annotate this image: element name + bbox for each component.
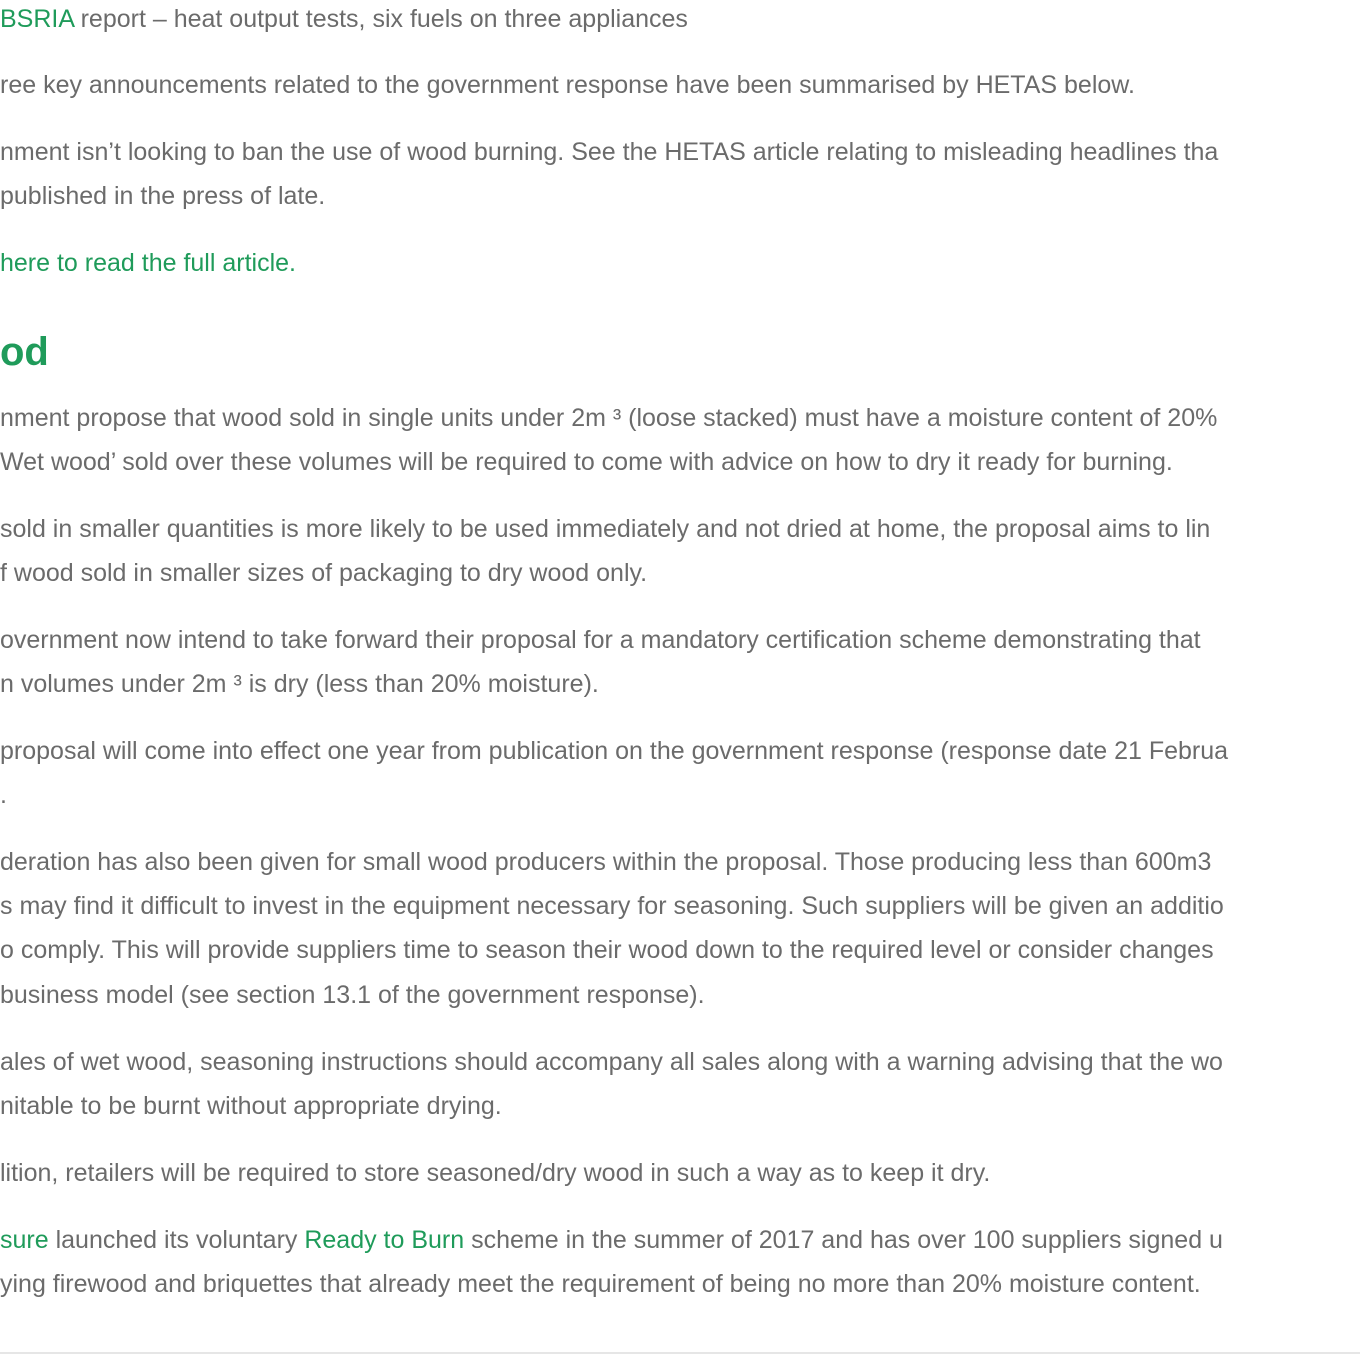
effect-date-line-2: .	[0, 781, 7, 809]
bsria-report-text: report – heat output tests, six fuels on three appliances	[73, 5, 688, 33]
ready-to-burn-text-2: scheme in the summer of 2017 and has over 100 suppliers signed u	[464, 1226, 1223, 1254]
small-producers-line-4: business model (see section 13.1 of the government response).	[0, 981, 705, 1009]
bsria-report-line	[0, 4, 688, 34]
small-producers-line-1: deration has also been given for small wood producers within the proposal. Those producing less than 600m3	[0, 848, 1212, 876]
bsria-link[interactable]: BSRIA	[0, 5, 74, 33]
smaller-quantities-line-1: sold in smaller quantities is more likely to be used immediately and not dried at home, the proposal aims to lin	[0, 515, 1211, 543]
wood-proposal-line-2: Wet wood’ sold over these volumes will be required to come with advice on how to dry it ready for burning.	[0, 448, 1173, 476]
ban-paragraph-line-2: published in the press of late.	[0, 182, 326, 210]
read-full-article-link[interactable]: here to read the full article.	[0, 249, 296, 277]
certification-line-1: overnment now intend to take forward their proposal for a mandatory certification scheme demonstrating that	[0, 626, 1201, 654]
wet-wood-sales-line-1: ales of wet wood, seasoning instructions should accompany all sales along with a warning advising that the wo	[0, 1048, 1223, 1076]
retailers-storage-line: lition, retailers will be required to store seasoned/dry wood in such a way as to keep it dry.	[0, 1159, 991, 1187]
smaller-quantities-line-2: f wood sold in smaller sizes of packaging to dry wood only.	[0, 559, 648, 587]
effect-date-line-1: proposal will come into effect one year from publication on the government response (response date 21 Februa	[0, 737, 1229, 765]
ready-to-burn-text-1: launched its voluntary	[48, 1226, 305, 1254]
wet-wood-sales-line-2: nitable to be burnt without appropriate drying.	[0, 1092, 502, 1120]
read-full-article-line	[0, 248, 296, 278]
section-heading: od	[0, 330, 49, 374]
section-divider	[0, 1352, 1360, 1354]
ready-to-burn-link[interactable]: Ready to Burn	[304, 1226, 465, 1254]
ready-to-burn-line-1	[0, 1225, 1223, 1255]
wood-proposal-line-1: nment propose that wood sold in single units under 2m ³ (loose stacked) must have a moisture content of 20%	[0, 404, 1218, 432]
certification-line-2: n volumes under 2m ³ is dry (less than 20% moisture).	[0, 670, 599, 698]
small-producers-line-2: s may find it difficult to invest in the equipment necessary for seasoning. Such suppliers will be given an additio	[0, 892, 1224, 920]
woodsure-link[interactable]: sure	[0, 1226, 49, 1254]
ban-paragraph-line-1: nment isn’t looking to ban the use of wood burning. See the HETAS article relating to misleading headlines tha	[0, 138, 1219, 166]
announcements-paragraph: ree key announcements related to the government response have been summarised by HETAS below.	[0, 71, 1135, 99]
ready-to-burn-line-2: ying firewood and briquettes that already meet the requirement of being no more than 20% moisture content.	[0, 1270, 1201, 1298]
small-producers-line-3: o comply. This will provide suppliers time to season their wood down to the required level or consider changes	[0, 936, 1214, 964]
